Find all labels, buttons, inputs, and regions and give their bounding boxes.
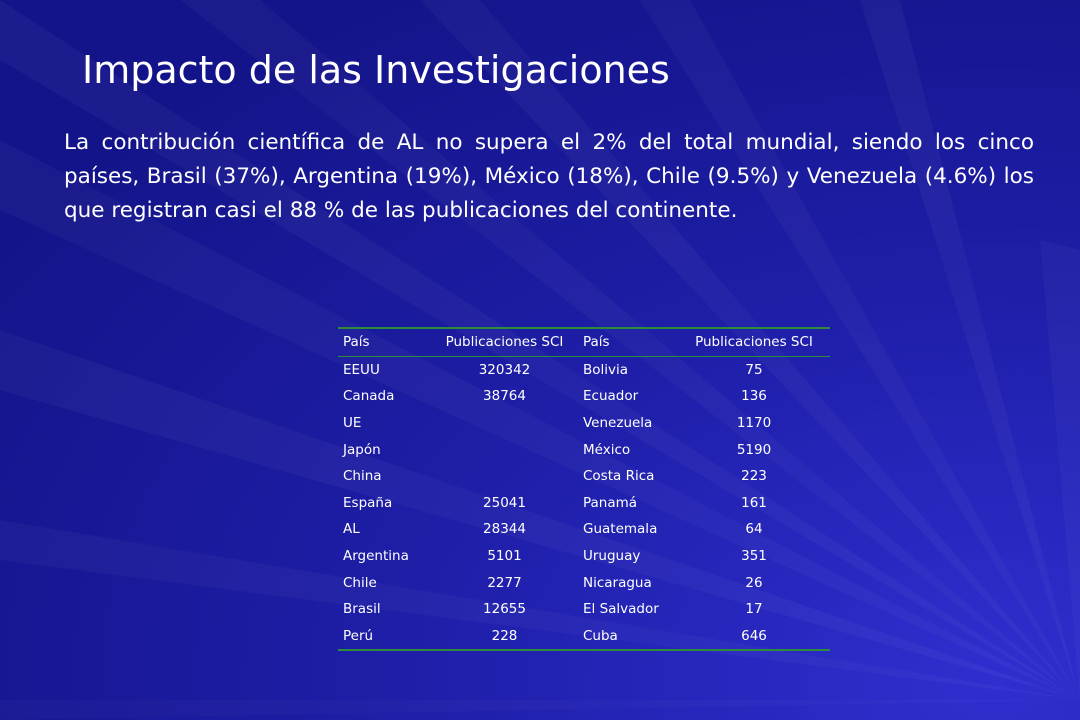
table-row (338, 596, 830, 623)
table-body (338, 356, 830, 650)
table-header-row (338, 328, 830, 356)
cell-country-2: Bolivia (583, 361, 629, 378)
cell-country-2: Nicaragua (583, 574, 652, 591)
table-row (338, 356, 830, 383)
cell-publications-2: 646 (741, 627, 767, 644)
cell-country-2: Uruguay (583, 548, 641, 565)
cell-country-2: Ecuador (583, 388, 639, 405)
cell-publications-2: 223 (741, 468, 767, 485)
cell-country-1: España (343, 494, 393, 511)
slide-paragraph: La contribución científica de AL no supera el 2% del total mundial, siendo los cinco países, Brasil (37%), Argentina (19%), México (18%), Chile (9.5%) y Venezuela (4.6%) los que registran casi el 88 % de las publicaciones del continente. (64, 130, 1034, 223)
cell-country-1: EEUU (343, 361, 380, 378)
header-publications-1: Publicaciones SCI (445, 334, 564, 351)
cell-publications-1 (431, 410, 578, 437)
cell-publications-2: 351 (741, 548, 767, 565)
header-country-2: País (583, 334, 610, 351)
cell-country-1: Brasil (343, 601, 381, 618)
table-row (338, 490, 830, 517)
cell-publications-1: 28344 (483, 521, 526, 538)
cell-country-1: UE (343, 415, 362, 432)
cell-publications-2: 161 (741, 494, 767, 511)
cell-publications-2: 64 (745, 521, 763, 538)
table-row (338, 383, 830, 410)
table-row (338, 543, 830, 570)
cell-publications-2: 75 (745, 361, 763, 378)
table-row (338, 569, 830, 596)
cell-publications-2: 17 (745, 601, 763, 618)
table-row (338, 463, 830, 490)
cell-country-2: Cuba (583, 627, 618, 644)
slide-title: Impacto de las Investigaciones (82, 48, 670, 92)
header-country-1: País (343, 334, 370, 351)
cell-country-2: México (583, 441, 631, 458)
cell-country-1: Perú (343, 627, 374, 644)
cell-publications-2: 136 (741, 388, 767, 405)
cell-publications-1: 25041 (483, 494, 526, 511)
cell-country-1: Canada (343, 388, 395, 405)
cell-publications-1 (431, 436, 578, 463)
cell-country-1: Japón (343, 441, 381, 458)
table-row (338, 623, 830, 651)
cell-publications-1: 2277 (487, 574, 522, 591)
cell-publications-2: 5190 (736, 441, 772, 458)
cell-country-1: China (343, 468, 382, 485)
cell-country-2: Guatemala (583, 521, 658, 538)
publications-table (338, 327, 830, 651)
cell-country-2: El Salvador (583, 601, 659, 618)
cell-publications-1: 228 (491, 627, 518, 644)
cell-publications-1 (431, 463, 578, 490)
publications-table-container (338, 327, 830, 651)
cell-country-1: AL (343, 521, 360, 538)
table-row (338, 516, 830, 543)
cell-publications-1: 38764 (483, 388, 526, 405)
cell-publications-1: 320342 (478, 361, 531, 378)
cell-country-2: Venezuela (583, 415, 653, 432)
cell-country-1: Chile (343, 574, 377, 591)
cell-country-1: Argentina (343, 548, 409, 565)
header-publications-2: Publicaciones SCI (695, 334, 813, 351)
cell-country-2: Panamá (583, 494, 638, 511)
cell-country-2: Costa Rica (583, 468, 655, 485)
cell-publications-2: 1170 (736, 415, 772, 432)
cell-publications-1: 12655 (483, 601, 526, 618)
cell-publications-2: 26 (745, 574, 763, 591)
table-row (338, 436, 830, 463)
cell-publications-1: 5101 (487, 548, 522, 565)
table-row (338, 410, 830, 437)
